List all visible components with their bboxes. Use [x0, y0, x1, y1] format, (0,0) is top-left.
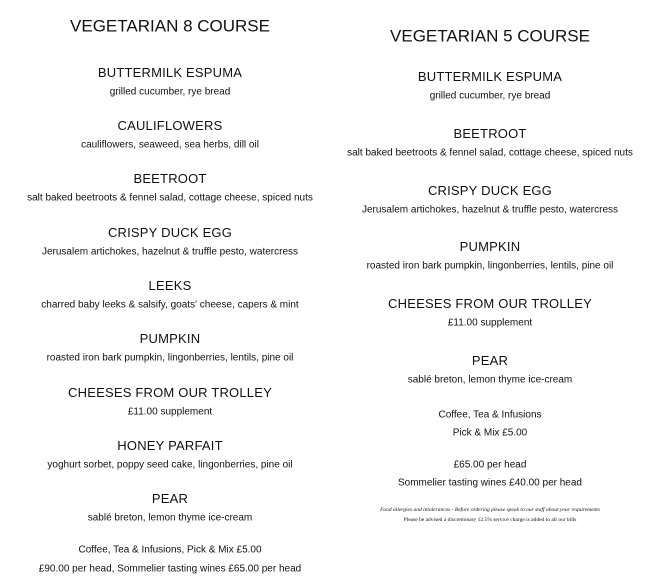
course-description: Jerusalem artichokes, hazelnut & truffle pesto, watercress — [41, 246, 299, 258]
course-description: £11.00 supplement — [127, 406, 213, 418]
menu-title: VEGETARIAN 8 COURSE — [70, 16, 270, 36]
course-name: CRISPY DUCK EGG — [107, 224, 233, 240]
course-description: charred baby leeks & salsify, goats' cheese, capers & mint — [41, 299, 299, 311]
course-description: grilled cucumber, rye bread — [429, 90, 551, 102]
course-name: PUMPKIN — [139, 330, 201, 346]
course-name: PEAR — [151, 490, 189, 506]
course-name: PEAR — [471, 352, 509, 368]
course-description: Jerusalem artichokes, hazelnut & truffle pesto, watercress — [361, 204, 619, 216]
course-name: CRISPY DUCK EGG — [427, 182, 553, 198]
course-name: BEETROOT — [133, 170, 207, 186]
allergy-note: Food allergies and intolerances - Before ordering please speak to our staff about your requirements — [380, 507, 600, 513]
extras: Pick & Mix £5.00 — [452, 427, 528, 439]
course-name: LEEKS — [148, 277, 192, 293]
course-name: CAULIFLOWERS — [117, 117, 223, 133]
course-description: grilled cucumber, rye bread — [109, 86, 231, 98]
course-description: salt baked beetroots & fennel salad, cottage cheese, spiced nuts — [347, 147, 633, 159]
price: £65.00 per head — [453, 459, 527, 471]
course-description: £11.00 supplement — [447, 317, 533, 329]
course-name: PUMPKIN — [459, 238, 521, 254]
course-name: CHEESES FROM OUR TROLLEY — [388, 295, 592, 311]
extras: Coffee, Tea & Infusions — [438, 409, 542, 421]
course-description: yoghurt sorbet, poppy seed cake, lingonberries, pine oil — [47, 459, 293, 471]
course-name: BUTTERMILK ESPUMA — [417, 68, 563, 84]
course-description: sablé breton, lemon thyme ice-cream — [407, 374, 573, 386]
course-name: HONEY PARFAIT — [117, 437, 223, 453]
course-description: sablé breton, lemon thyme ice-cream — [87, 512, 253, 524]
extras: Coffee, Tea & Infusions, Pick & Mix £5.00 — [78, 544, 262, 556]
course-name: BEETROOT — [453, 125, 527, 141]
service-note: Please be advised a discretionary 12.5% service charge is added to all our bills — [403, 517, 577, 523]
price: £90.00 per head, Sommelier tasting wines £65.00 per head — [38, 563, 302, 575]
course-name: BUTTERMILK ESPUMA — [97, 64, 243, 80]
course-description: roasted iron bark pumpkin, lingonberries, lentils, pine oil — [46, 352, 294, 364]
course-name: CHEESES FROM OUR TROLLEY — [68, 384, 272, 400]
wine-price: Sommelier tasting wines £40.00 per head — [398, 477, 582, 489]
course-description: salt baked beetroots & fennel salad, cottage cheese, spiced nuts — [27, 192, 313, 204]
menu-title: VEGETARIAN 5 COURSE — [390, 26, 590, 46]
course-description: cauliflowers, seaweed, sea herbs, dill oil — [81, 139, 259, 151]
course-description: roasted iron bark pumpkin, lingonberries, lentils, pine oil — [366, 260, 614, 272]
